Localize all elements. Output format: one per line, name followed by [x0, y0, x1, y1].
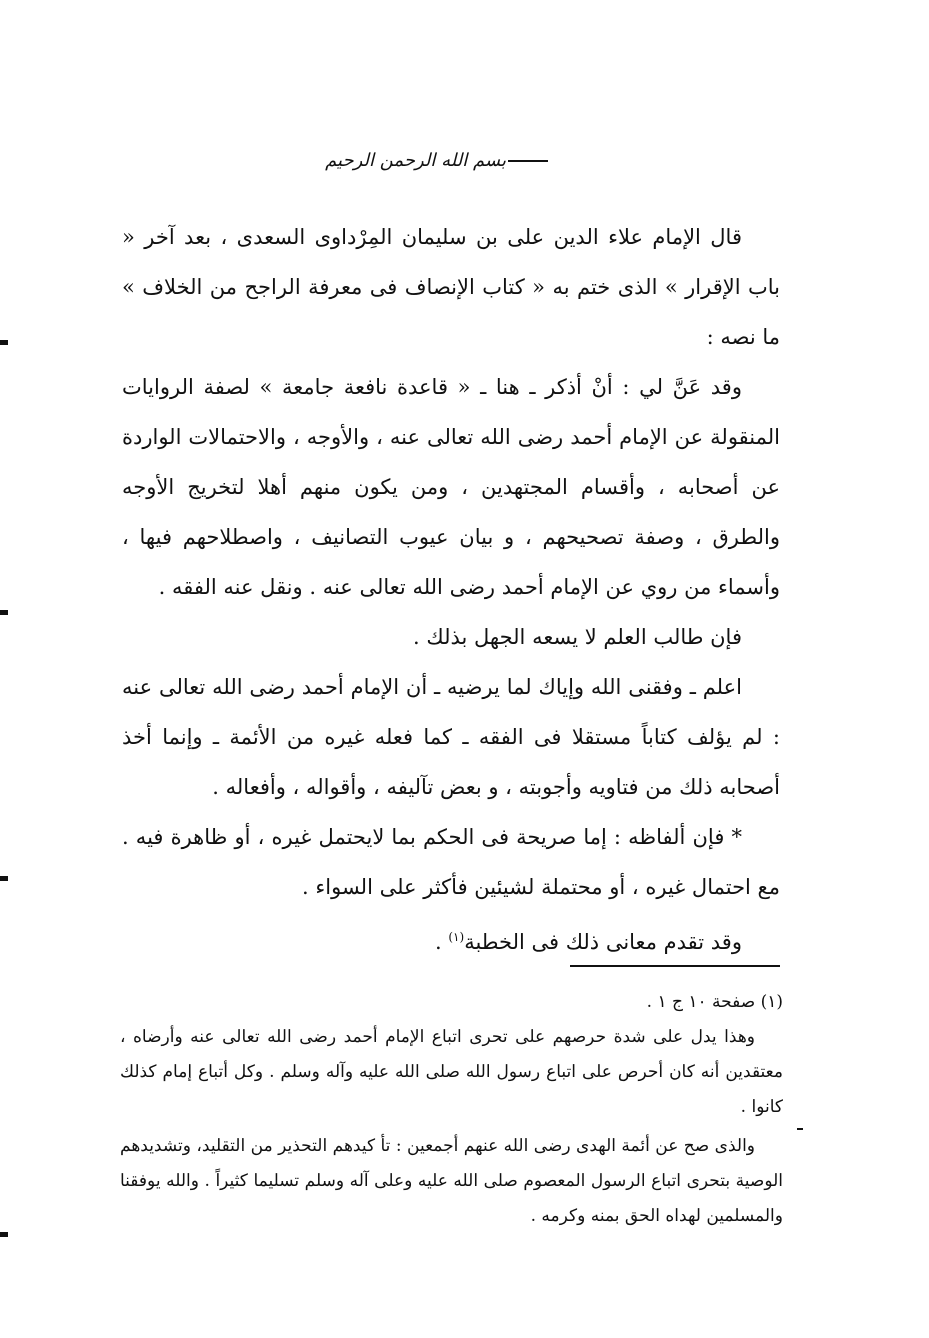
paragraph-intro: قال الإمام علاء الدين على بن سليمان المِرْداوى السعدى ، بعد آخر « باب الإقرار » الذى ختم به « كتاب الإنصاف فى معرفة الراجح من الخلاف » ما نصه : [122, 225, 780, 349]
basmala-flourish [508, 160, 548, 162]
footnote-reference: (١) صفحة ١٠ ج ١ . [646, 992, 783, 1012]
footnote-separator [570, 965, 780, 967]
paragraph-sermon [122, 912, 780, 967]
paragraph-words: * فإن ألفاظه : إما صريحة فى الحكم بما لايحتمل غيره ، أو ظاهرة فيه . مع احتمال غيره ، أو محتملة لشيئين فأكثر على السواء . [122, 825, 780, 899]
margin-mark [0, 1232, 8, 1237]
footnote-paragraph: والذى صح عن أئمة الهدى رضى الله عنهم أجمعين : تأ كيدهم التحذير من التقليد، وتشديدهم الوصية بتحرى اتباع الرسول المعصوم صلى الله عليه وعلى آله وسلم تسليما كثيراً . والله يوفقنا والمسلمين لهداه الحق بمنه وكرمه . [120, 1136, 783, 1226]
sermon-text: وقد تقدم معانى ذلك فى الخطبة [464, 930, 742, 954]
paragraph-rule: وقد عَنَّ لي : أنْ أذكر ـ هنا ـ « قاعدة نافعة جامعة » لصفة الروايات المنقولة عن الإمام أحمد رضى الله تعالى عنه ، والأوجه ، والاحتمالات الواردة عن أصحابه ، وأقسام المجتهدين ، ومن يكون منهم أهلا لتخريج الأوجه والطرق ، وصفة تصحيحهم ، و بيان عيوب التصانيف ، واصطلاحهم فيها ، وأسماء من روي عن الإمام أحمد رضى الله تعالى عنه . ونقل عنه الفقه . [122, 375, 780, 599]
margin-mark [0, 610, 8, 615]
margin-mark [797, 1128, 803, 1130]
footnote-marker: (١) [448, 930, 465, 944]
paragraph-seeker: فإن طالب العلم لا يسعه الجهل بذلك . [413, 625, 742, 649]
footnote-paragraph: وهذا يدل على شدة حرصهم على تحرى اتباع الإمام أحمد رضى الله تعالى عنه وأرضاه ، معتقدين أنه كان أحرص على اتباع رسول الله صلى الله عليه وآله وسلم . وكل أتباع إمام كذلك كانوا . [120, 1027, 783, 1117]
paragraph-know: اعلم ـ وفقنى الله وإياك لما يرضيه ـ أن الإمام أحمد رضى الله تعالى عنه : لم يؤلف كتاباً مستقلا فى الفقه ـ كما فعله غيره من الأئمة ـ وإنما أخذ أصحابه ذلك من فتاويه وأجوبته ، و بعض تآليفه ، وأقواله ، وأفعاله . [122, 675, 780, 799]
basmala-header [325, 150, 550, 184]
margin-mark [0, 340, 8, 345]
basmala-text: بسم الله الرحمن الرحيم [325, 150, 506, 171]
sermon-end: . [435, 930, 449, 954]
main-text [122, 212, 780, 967]
margin-mark [0, 876, 8, 881]
footnotes [120, 985, 783, 1234]
